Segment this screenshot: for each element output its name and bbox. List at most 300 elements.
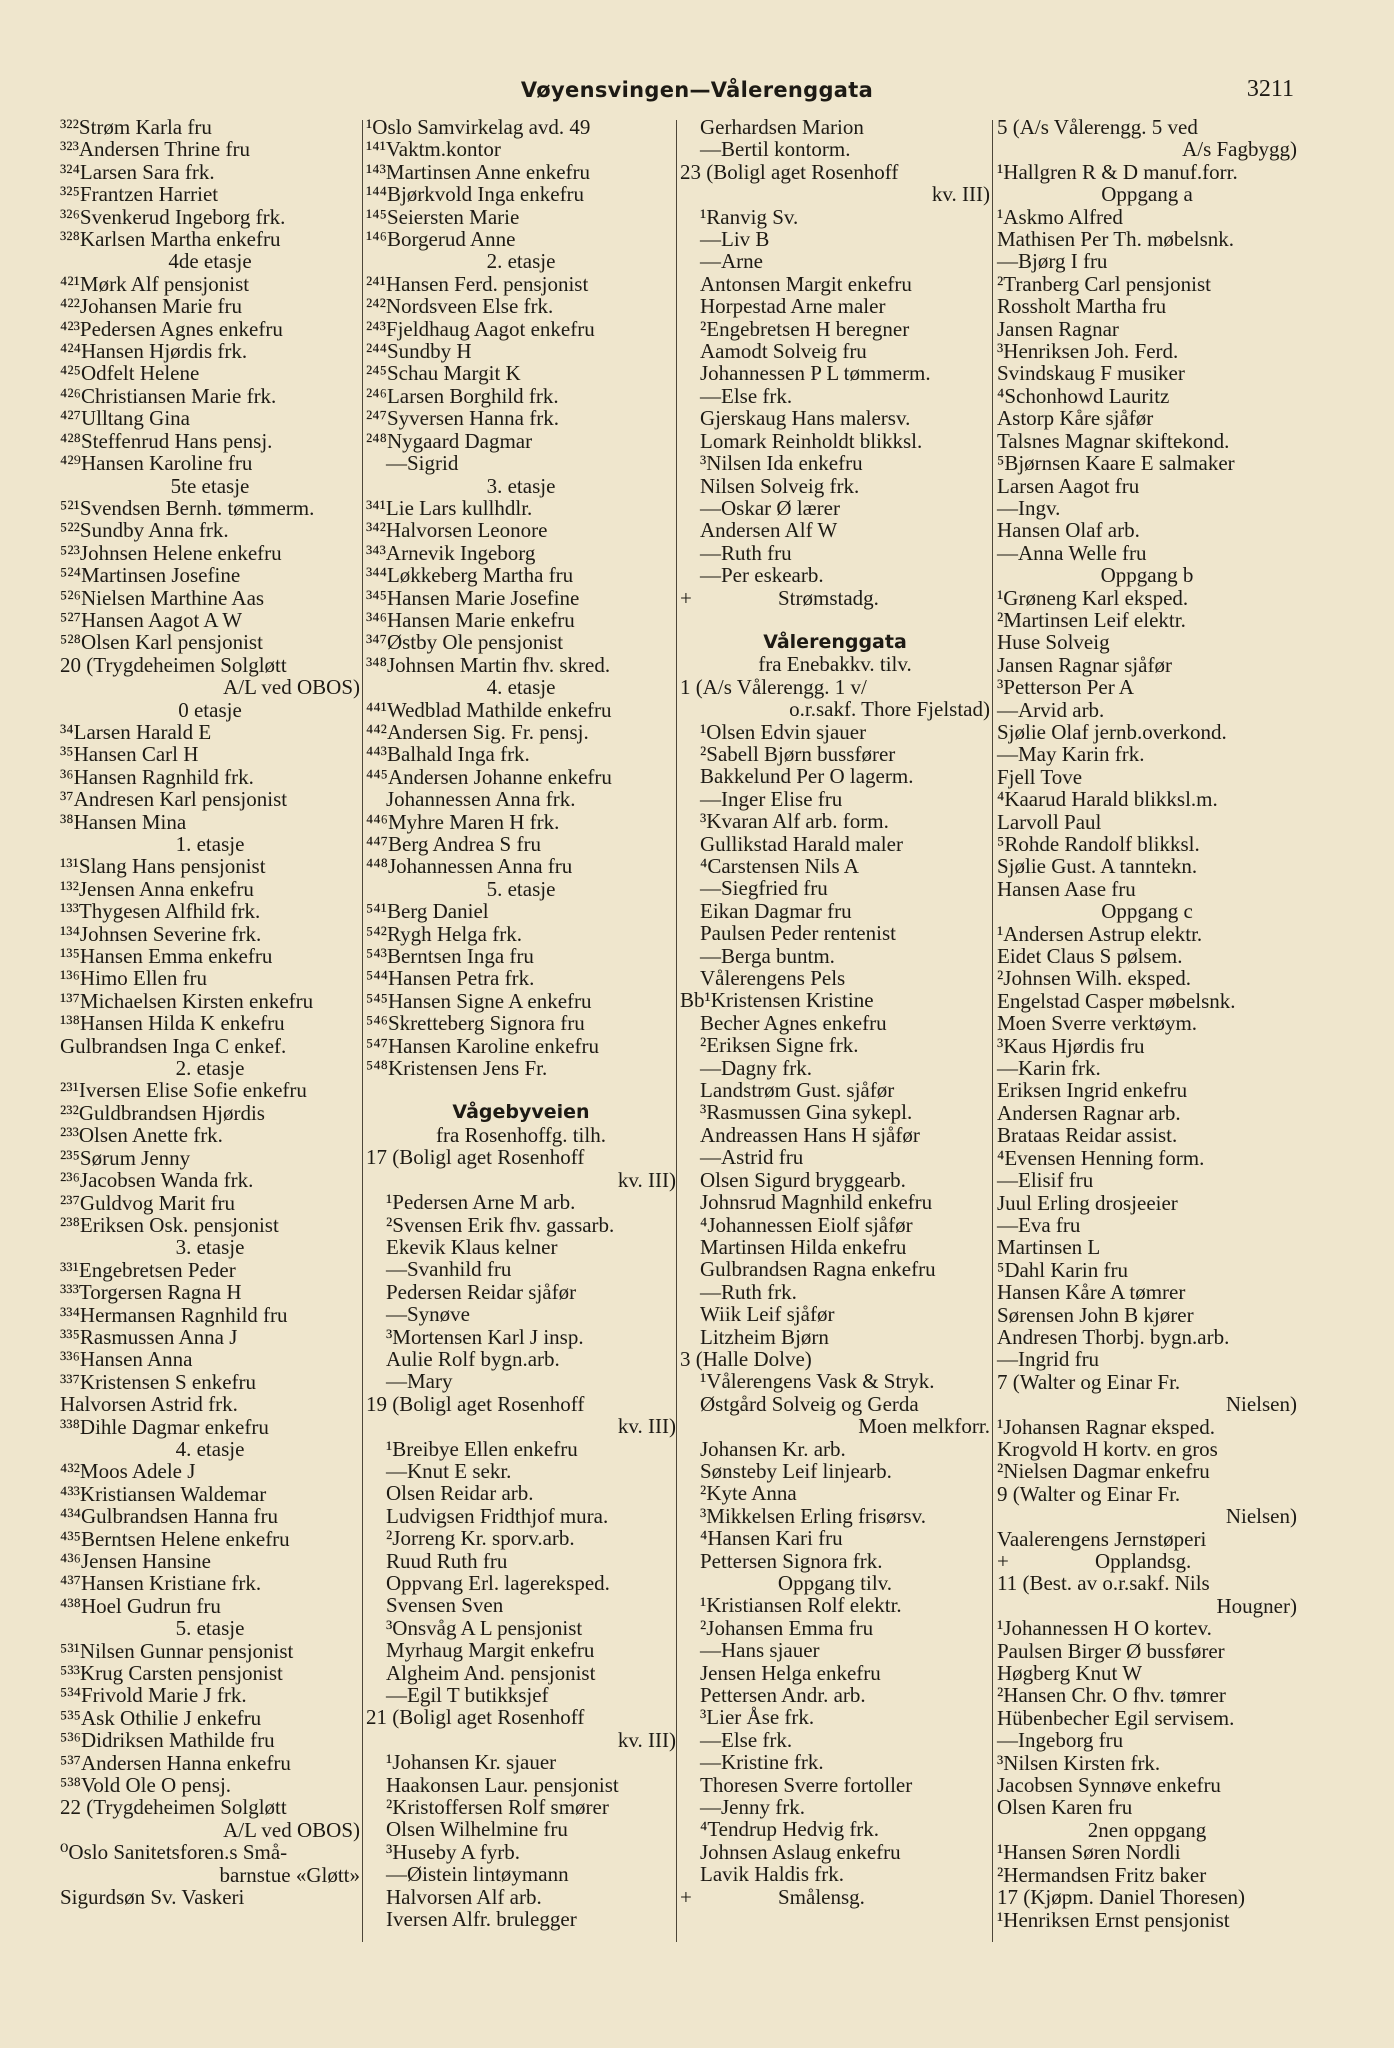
directory-entry: Johannessen P L tømmerm. <box>700 361 931 386</box>
directory-entry: ⁵⁴⁶Skretteberg Signora fru <box>366 1011 585 1036</box>
floor-heading: Oppgang c <box>1101 899 1193 924</box>
directory-entry: ²Hermandsen Fritz baker <box>997 1862 1207 1887</box>
cross-street-plus-icon: + <box>680 585 692 610</box>
spacer <box>680 609 990 631</box>
directory-entry: —Anna Welle fru <box>997 540 1147 565</box>
directory-entry: ³⁴¹Lie Lars kullhdlr. <box>366 495 533 520</box>
address-heading: 9 (Walter og Einar Fr. <box>997 1481 1181 1506</box>
directory-entry: ⁵²³Johnsen Helene enkefru <box>60 540 282 565</box>
directory-entry: ⁵Bjørnsen Kaare E salmaker <box>997 451 1235 476</box>
directory-entry: ²⁴⁷Syversen Hanna frk. <box>366 406 559 431</box>
directory-entry: ⁴²⁹Hansen Karoline fru <box>60 451 253 476</box>
directory-entry: —Karin frk. <box>997 1056 1101 1081</box>
directory-entry: ³⁵Hansen Carl H <box>60 742 199 767</box>
directory-column-2 <box>366 116 676 1931</box>
directory-entry: ²⁴⁴Sundby H <box>366 339 472 364</box>
directory-entry: Aamodt Solveig fru <box>700 339 867 364</box>
directory-entry: —Mary <box>386 1369 453 1394</box>
directory-entry: Horpestad Arne maler <box>700 294 886 319</box>
directory-entry: ³⁴⁸Johnsen Martin fhv. skred. <box>366 652 611 677</box>
directory-entry: ⁴²⁸Steffenrud Hans pensj. <box>60 428 273 453</box>
directory-entry: ³Huseby A fyrb. <box>386 1839 521 1864</box>
directory-entry: ¹⁴¹Vaktm.kontor <box>366 137 501 162</box>
directory-entry: Pettersen Signora frk. <box>700 1548 883 1573</box>
directory-entry: ³⁷Andresen Karl pensjonist <box>60 787 288 812</box>
floor-heading: 5. etasje <box>486 876 556 901</box>
directory-entry: ⁴⁴³Balhald Inga frk. <box>366 742 530 767</box>
directory-entry: Algheim And. pensjonist <box>386 1660 596 1685</box>
directory-entry: —Dagny frk. <box>700 1055 812 1080</box>
directory-entry: Jansen Ragnar sjåfør <box>997 652 1172 677</box>
floor-heading: 3. etasje <box>175 1235 245 1260</box>
directory-entry: —Eva fru <box>997 1212 1081 1237</box>
directory-entry: ³Nilsen Ida enkefru <box>700 451 863 476</box>
directory-entry: Lomark Reinholdt blikksl. <box>700 428 923 453</box>
directory-entry: ⁵³⁵Ask Othilie J enkefru <box>60 1705 262 1730</box>
directory-entry: ⁵⁴³Berntsen Inga fru <box>366 944 534 969</box>
directory-entry: Becher Agnes enkefru <box>700 1010 887 1035</box>
directory-entry: ¹Johansen Kr. sjauer <box>386 1750 557 1775</box>
address-heading: 5 (A/s Vålerengg. 5 ved <box>997 115 1198 139</box>
directory-entry: —Liv B <box>700 227 770 252</box>
directory-entry: Olsen Wilhelmine fru <box>386 1817 568 1842</box>
address-heading: 17 (Kjøpm. Daniel Thoresen) <box>997 1885 1246 1910</box>
directory-entry: Paulsen Peder rentenist <box>700 921 896 946</box>
directory-entry: Hansen Kåre A tømrer <box>997 1280 1186 1305</box>
directory-entry: Hübenbecher Egil servisem. <box>997 1705 1235 1730</box>
address-heading-continuation: kv. III) <box>617 1414 676 1439</box>
address-heading: 22 (Trygdeheimen Solgløtt <box>60 1795 287 1820</box>
address-heading-continuation: Hougner) <box>1216 1593 1297 1618</box>
directory-entry: ⁴³⁸Hoel Gudrun fru <box>60 1593 221 1618</box>
directory-entry: ⁴²⁴Hansen Hjørdis frk. <box>60 339 248 364</box>
address-heading: 11 (Best. av o.r.sakf. Nils <box>997 1571 1210 1596</box>
directory-entry: ³²²Strøm Karla fru <box>60 115 212 139</box>
directory-entry: —Svanhild fru <box>386 1257 512 1282</box>
street-heading: Vålerenggata <box>763 630 907 653</box>
directory-entry: ²Jorreng Kr. sporv.arb. <box>386 1526 575 1551</box>
directory-entry: ¹⁴⁴Bjørkvold Inga enkefru <box>366 182 585 207</box>
directory-entry: Aulie Rolf bygn.arb. <box>386 1346 560 1371</box>
floor-heading: 4. etasje <box>175 1436 245 1461</box>
directory-entry: Huse Solveig <box>997 630 1110 655</box>
directory-entry: Andresen Thorbj. bygn.arb. <box>997 1324 1230 1349</box>
directory-entry: Antonsen Margit enkefru <box>700 271 912 296</box>
directory-entry: ¹Hallgren R & D manuf.forr. <box>997 159 1238 184</box>
directory-entry: ²³⁶Jacobsen Wanda frk. <box>60 1168 254 1193</box>
directory-entry: —Ingv. <box>997 495 1061 520</box>
directory-entry: ²³³Olsen Anette frk. <box>60 1123 223 1148</box>
directory-entry: ⁴Evensen Henning form. <box>997 1145 1205 1170</box>
directory-entry: Mathisen Per Th. møbelsnk. <box>997 227 1235 252</box>
directory-entry: ³Kaus Hjørdis fru <box>997 1033 1145 1058</box>
directory-entry: ⁵Rohde Randolf blikksl. <box>997 832 1200 856</box>
directory-entry: ¹⁴³Martinsen Anne enkefru <box>366 159 591 184</box>
cross-street-name: Opplandsg. <box>1095 1549 1192 1573</box>
street-heading: Vågebyveien <box>452 1101 590 1124</box>
directory-entry: ²⁴⁸Nygaard Dagmar <box>366 428 533 453</box>
directory-entry: ⁵⁴⁸Kristensen Jens Fr. <box>366 1056 548 1081</box>
directory-entry: Paulsen Birger Ø bussfører <box>997 1638 1225 1663</box>
directory-entry: ⁴³³Kristiansen Waldemar <box>60 1481 267 1506</box>
directory-entry: ¹Olsen Edvin sjauer <box>700 719 867 744</box>
directory-entry: ³Onsvåg A L pensjonist <box>386 1615 583 1640</box>
directory-entry: ³Rasmussen Gina sykepl. <box>700 1100 913 1125</box>
directory-entry: ¹³¹Slang Hans pensjonist <box>60 854 266 879</box>
directory-entry: Ruud Ruth fru <box>386 1548 508 1573</box>
directory-entry: ³³⁴Hermansen Ragnhild fru <box>60 1302 288 1327</box>
directory-entry: Gerhardsen Marion <box>700 115 864 139</box>
directory-entry: Andersen Alf W <box>700 518 838 543</box>
address-heading-continuation: Nielsen) <box>1225 1392 1297 1417</box>
cross-street-marker <box>680 1886 990 1908</box>
directory-entry: Astorp Kåre sjåfør <box>997 406 1154 431</box>
directory-entry: ⁴⁴⁷Berg Andrea S fru <box>366 832 541 856</box>
cross-street-marker <box>680 587 990 609</box>
directory-entry: ³⁴⁴Løkkeberg Martha fru <box>366 563 574 588</box>
directory-entry: —Sigrid <box>386 451 459 476</box>
directory-entry: Moen Sverre verktøym. <box>997 1011 1198 1036</box>
directory-entry: ⁴²⁵Odfelt Helene <box>60 361 200 386</box>
directory-entry: ³Petterson Per A <box>997 675 1134 700</box>
directory-entry: ³³⁷Kristensen S enkefru <box>60 1369 257 1394</box>
directory-entry: Jensen Helga enkefru <box>700 1660 881 1685</box>
address-heading-continuation: Nielsen) <box>1225 1504 1297 1529</box>
directory-entry: Krogvold H kortv. en gros <box>997 1436 1218 1461</box>
directory-entry: ⁴³⁶Jensen Hansine <box>60 1549 211 1573</box>
directory-entry: ²⁴¹Hansen Ferd. pensjonist <box>366 271 589 296</box>
floor-heading: Oppgang a <box>1101 182 1193 207</box>
column-divider <box>362 120 363 1942</box>
directory-entry: Sjølie Olaf jernb.overkond. <box>997 719 1227 744</box>
directory-entry: ⁵²⁸Olsen Karl pensjonist <box>60 630 263 655</box>
directory-entry: Østgård Solveig og Gerda <box>700 1391 919 1416</box>
directory-entry: Larvoll Paul <box>997 809 1102 834</box>
directory-entry: —Bjørg I fru <box>997 249 1108 274</box>
directory-entry: ²Engebretsen H beregner <box>700 316 910 341</box>
floor-heading: 0 etasje <box>178 697 242 722</box>
cross-street-plus-icon: + <box>997 1549 1009 1573</box>
directory-entry: ²³⁵Sørum Jenny <box>60 1145 191 1170</box>
directory-entry: ³²⁶Svenkerud Ingeborg frk. <box>60 204 286 229</box>
directory-entry: ¹³⁷Michaelsen Kirsten enkefru <box>60 988 314 1013</box>
address-heading-continuation: A/L ved OBOS) <box>223 1817 360 1842</box>
directory-entry: ⁵⁴⁵Hansen Signe A enkefru <box>366 988 592 1013</box>
directory-entry: ²Johansen Emma fru <box>700 1615 874 1640</box>
directory-entry: —Oskar Ø lærer <box>700 495 840 520</box>
floor-heading: 3. etasje <box>486 473 556 498</box>
directory-entry: ³⁶Hansen Ragnhild frk. <box>60 764 254 789</box>
directory-entry: ³²⁸Karlsen Martha enkefru <box>60 227 281 252</box>
directory-entry: Rossholt Martha fru <box>997 294 1167 319</box>
directory-entry: ⁵³⁴Frivold Marie J frk. <box>60 1683 247 1708</box>
address-heading: 20 (Trygdeheimen Solgløtt <box>60 652 287 677</box>
directory-entry: ²Eriksen Signe frk. <box>700 1033 859 1058</box>
directory-entry: ³Mortensen Karl J insp. <box>386 1324 584 1349</box>
directory-entry: ³²³Andersen Thrine fru <box>60 137 250 162</box>
directory-column-4 <box>997 116 1297 1931</box>
directory-entry: ³⁸Hansen Mina <box>60 809 187 834</box>
directory-entry: ⁴³²Moos Adele J <box>60 1459 196 1484</box>
directory-entry: ⁵⁴⁴Hansen Petra frk. <box>366 966 535 991</box>
directory-entry: ⁴⁴⁶Myhre Maren H frk. <box>366 809 560 834</box>
directory-entry: Bakkelund Per O lagerm. <box>700 764 914 789</box>
directory-entry: ³⁴Larsen Harald E <box>60 719 212 744</box>
directory-entry: ⁴³⁴Gulbrandsen Hanna fru <box>60 1504 279 1529</box>
directory-entry: ⁴²⁷Ulltang Gina <box>60 406 190 431</box>
directory-entry: —Knut E sekr. <box>386 1458 512 1483</box>
floor-heading: 2nen oppgang <box>1087 1817 1207 1842</box>
column-divider <box>676 120 677 1942</box>
cross-street-name: Strømstadg. <box>778 585 879 610</box>
directory-entry: ²Svensen Erik fhv. gassarb. <box>386 1212 615 1237</box>
floor-heading: Oppgang b <box>1100 563 1194 588</box>
directory-entry: ⁵²⁷Hansen Aagot A W <box>60 607 243 632</box>
column-divider <box>992 120 993 1942</box>
directory-entry: ¹Kristiansen Rolf elektr. <box>700 1593 902 1618</box>
directory-entry: —Ingrid fru <box>997 1347 1100 1372</box>
directory-entry: —Arvid arb. <box>997 697 1105 722</box>
directory-entry: Myrhaug Margit enkefru <box>386 1638 595 1663</box>
directory-entry: Jacobsen Synnøve enkefru <box>997 1773 1221 1798</box>
directory-entry: ²Nielsen Dagmar enkefru <box>997 1459 1210 1484</box>
directory-entry: ⁵³⁷Andersen Hanna enkefru <box>60 1750 291 1775</box>
address-heading-continuation: barnstue «Gløtt» <box>219 1862 360 1887</box>
directory-entry: ²⁴⁶Larsen Borghild frk. <box>366 383 559 408</box>
directory-entry: Vålerengens Pels <box>700 966 846 991</box>
directory-entry: Oppvang Erl. lagereksped. <box>386 1571 610 1595</box>
directory-entry: ³³³Torgersen Ragna H <box>60 1280 242 1305</box>
directory-entry: —May Karin frk. <box>997 742 1145 767</box>
directory-entry: Johnsrud Magnhild enkefru <box>700 1190 933 1215</box>
directory-entry: Litzheim Bjørn <box>700 1324 829 1349</box>
address-heading-continuation: kv. III) <box>931 182 990 207</box>
directory-entry: —Ruth fru <box>700 540 792 565</box>
directory-entry: ²Sabell Bjørn bussfører <box>700 741 896 766</box>
directory-entry: —Else frk. <box>700 1727 793 1752</box>
directory-entry: ³Lier Åse frk. <box>700 1705 815 1730</box>
directory-entry: Landstrøm Gust. sjåfør <box>700 1078 895 1103</box>
address-heading-continuation: Moen melkforr. <box>858 1414 990 1439</box>
directory-entry: —Else frk. <box>700 383 793 408</box>
directory-entry: —Siegfried fru <box>700 876 828 901</box>
directory-entry: ⁴Hansen Kari fru <box>700 1526 843 1551</box>
directory-entry: ²³⁷Guldvog Marit fru <box>60 1190 236 1215</box>
floor-heading: 5te etasje <box>170 473 250 498</box>
address-heading-continuation: o.r.sakf. Thore Fjelstad) <box>789 697 990 722</box>
directory-entry: ¹³²Jensen Anna enkefru <box>60 876 254 901</box>
directory-entry: ⁴⁴²Andersen Sig. Fr. pensj. <box>366 719 589 744</box>
address-heading: 3 (Halle Dolve) <box>680 1346 812 1371</box>
address-heading: 17 (Boligl aget Rosenhoff <box>366 1145 585 1170</box>
directory-entry: Eriksen Ingrid enkefru <box>997 1078 1188 1103</box>
directory-entry: —Elisif fru <box>997 1168 1094 1193</box>
directory-entry: Thoresen Sverre fortoller <box>700 1772 913 1797</box>
directory-entry: Sjølie Gust. A tanntekn. <box>997 854 1198 879</box>
directory-entry: Haakonsen Laur. pensjonist <box>386 1772 619 1797</box>
directory-entry: ¹³⁵Hansen Emma enkefru <box>60 944 273 969</box>
directory-entry: —Kristine frk. <box>700 1750 824 1775</box>
directory-entry: Sigurdsøn Sv. Vaskeri <box>60 1885 245 1910</box>
directory-entry: ⁵²¹Svendsen Bernh. tømmerm. <box>60 495 315 520</box>
directory-entry: Talsnes Magnar skiftekond. <box>997 428 1230 453</box>
directory-entry: ²⁴²Nordsveen Else frk. <box>366 294 554 319</box>
directory-entry: ²³⁸Eriksen Osk. pensjonist <box>60 1212 279 1237</box>
directory-entry: Svensen Sven <box>386 1593 504 1618</box>
directory-entry: Jansen Ragnar <box>997 316 1119 341</box>
directory-entry: ²⁴³Fjeldhaug Aagot enkefru <box>366 316 595 341</box>
address-heading: 23 (Boligl aget Rosenhoff <box>680 159 899 184</box>
directory-entry: —Hans sjauer <box>700 1638 820 1663</box>
floor-heading: 2. etasje <box>175 1056 245 1081</box>
directory-column-3 <box>680 116 990 1908</box>
directory-entry: Svindskaug F musiker <box>997 361 1185 386</box>
directory-entry: ⁵²⁴Martinsen Josefine <box>60 563 241 588</box>
directory-entry: ⁴Kaarud Harald blikksl.m. <box>997 787 1218 812</box>
directory-entry: —Øistein lintøymann <box>386 1862 569 1887</box>
directory-entry: ⁵⁴²Rygh Helga frk. <box>366 921 522 946</box>
directory-entry: —Bertil kontorm. <box>700 137 851 162</box>
directory-entry: ²Martinsen Leif elektr. <box>997 607 1186 632</box>
directory-entry: ²⁴⁵Schau Margit K <box>366 361 521 386</box>
directory-entry: —Berga buntm. <box>700 943 835 968</box>
directory-entry: ²Kyte Anna <box>700 1481 797 1506</box>
directory-entry: ¹³⁴Johnsen Severine frk. <box>60 921 262 946</box>
directory-entry: Gulbrandsen Ragna enkefru <box>700 1257 936 1282</box>
directory-entry: Larsen Aagot fru <box>997 473 1140 498</box>
directory-entry: Sønsteby Leif linjearb. <box>700 1458 892 1483</box>
directory-entry: —Astrid fru <box>700 1145 804 1170</box>
directory-entry: Johansen Kr. arb. <box>700 1436 846 1461</box>
directory-entry: ⁴⁴¹Wedblad Mathilde enkefru <box>366 697 612 722</box>
directory-entry: ¹Ranvig Sv. <box>700 204 799 229</box>
directory-entry: Eikan Dagmar fru <box>700 898 852 923</box>
address-heading-continuation: kv. III) <box>617 1727 676 1752</box>
directory-entry: ²³¹Iversen Elise Sofie enkefru <box>60 1078 307 1103</box>
directory-column-1 <box>60 116 360 1909</box>
directory-entry: ³Henriksen Joh. Ferd. <box>997 339 1179 364</box>
directory-entry: ⁵³³Krug Carsten pensjonist <box>60 1661 283 1686</box>
directory-entry: ⁴²⁶Christiansen Marie frk. <box>60 383 277 408</box>
directory-entry: ⁴³⁷Hansen Kristiane frk. <box>60 1571 262 1596</box>
directory-entry: ²Johnsen Wilh. eksped. <box>997 966 1192 991</box>
directory-entry: ¹Askmo Alfred <box>997 204 1123 229</box>
directory-entry: ¹Vålerengens Vask & Stryk. <box>700 1369 935 1394</box>
directory-entry: Pettersen Andr. arb. <box>700 1683 866 1708</box>
directory-entry: ³⁴⁶Hansen Marie enkefru <box>366 607 575 632</box>
directory-entry: —Synøve <box>386 1302 470 1327</box>
directory-entry: ⁵²²Sundby Anna frk. <box>60 518 229 543</box>
directory-entry: ³³⁵Rasmussen Anna J <box>60 1324 238 1349</box>
address-heading-continuation: A/s Fagbygg) <box>1182 137 1297 162</box>
address-heading-continuation: kv. III) <box>617 1167 676 1192</box>
directory-entry: ⁵Dahl Karin fru <box>997 1257 1128 1282</box>
spacer <box>366 1079 676 1101</box>
floor-heading: fra Enebakkv. tilv. <box>758 652 912 677</box>
directory-entry: ¹⁴⁶Borgerud Anne <box>366 227 516 252</box>
directory-entry: ¹Grøneng Karl eksped. <box>997 585 1189 610</box>
cross-street-marker <box>997 1550 1297 1572</box>
directory-entry: ⁴²³Pedersen Agnes enkefru <box>60 316 283 341</box>
directory-entry: ¹Henriksen Ernst pensjonist <box>997 1907 1230 1932</box>
directory-entry: Halvorsen Astrid frk. <box>60 1392 238 1417</box>
directory-entry: Olsen Sigurd bryggearb. <box>700 1167 906 1192</box>
directory-entry: ⁵³¹Nilsen Gunnar pensjonist <box>60 1638 294 1663</box>
directory-entry: ³⁴⁵Hansen Marie Josefine <box>366 585 580 610</box>
directory-entry: ⁴²²Johansen Marie fru <box>60 294 243 319</box>
directory-entry: ⁴⁴⁸Johannessen Anna fru <box>366 854 573 879</box>
directory-entry: ³⁴³Arnevik Ingeborg <box>366 540 536 565</box>
page-title: Vøyensvingen—Vålerenggata <box>520 78 874 102</box>
directory-entry: ⁴⁴⁵Andersen Johanne enkefru <box>366 764 612 789</box>
directory-entry: Wiik Leif sjåfør <box>700 1302 835 1327</box>
directory-entry: Vaalerengens Jernstøperi <box>997 1526 1207 1551</box>
directory-entry: ⁴Tendrup Hedvig frk. <box>700 1817 880 1842</box>
directory-entry: ³³¹Engebretsen Peder <box>60 1257 236 1282</box>
directory-entry: —Jenny frk. <box>700 1795 805 1820</box>
directory-entry: ¹³⁶Himo Ellen fru <box>60 966 208 991</box>
directory-entry: ¹³³Thygesen Alfhild frk. <box>60 899 261 924</box>
directory-entry: Johannessen Anna frk. <box>386 787 576 812</box>
directory-entry: Andreassen Hans H sjåfør <box>700 1122 920 1147</box>
directory-entry: ¹Hansen Søren Nordli <box>997 1840 1181 1865</box>
directory-entry: Fjell Tove <box>997 764 1083 789</box>
directory-entry: Ludvigsen Fridthjof mura. <box>386 1503 609 1528</box>
directory-entry: Sørensen John B kjører <box>997 1302 1194 1327</box>
directory-entry: ⁵³⁶Didriksen Mathilde fru <box>60 1728 275 1753</box>
directory-entry: ²Tranberg Carl pensjonist <box>997 271 1211 296</box>
directory-entry: —Inger Elise fru <box>700 786 843 811</box>
directory-entry: ⁵³⁸Vold Ole O pensj. <box>60 1773 232 1798</box>
directory-entry: ¹Pedersen Arne M arb. <box>386 1190 576 1215</box>
page-number: 3211 <box>1246 76 1294 102</box>
cross-street-plus-icon: + <box>680 1884 692 1909</box>
directory-entry: ²Hansen Chr. O fhv. tømrer <box>997 1683 1226 1708</box>
directory-entry: ¹Andersen Astrup elektr. <box>997 921 1203 946</box>
directory-entry: ¹Johannessen H O kortev. <box>997 1616 1212 1641</box>
directory-entry: Hansen Aase fru <box>997 876 1136 901</box>
directory-entry: ³Kvaran Alf arb. form. <box>700 809 889 834</box>
address-heading: 19 (Boligl aget Rosenhoff <box>366 1391 585 1416</box>
directory-entry: Juul Erling drosjeeier <box>997 1190 1178 1215</box>
directory-entry: Gulbrandsen Inga C enkef. <box>60 1033 287 1058</box>
directory-entry: Høgberg Knut W <box>997 1661 1143 1686</box>
directory-entry: ³²⁴Larsen Sara frk. <box>60 159 215 184</box>
directory-entry: Ekevik Klaus kelner <box>386 1234 558 1259</box>
directory-entry: Gjerskaug Hans malersv. <box>700 406 911 431</box>
address-heading: 21 (Boligl aget Rosenhoff <box>366 1705 585 1730</box>
floor-heading: 4de etasje <box>168 249 252 274</box>
directory-entry: Martinsen L <box>997 1235 1101 1260</box>
directory-entry: Hansen Olaf arb. <box>997 518 1140 543</box>
directory-entry: Andersen Ragnar arb. <box>997 1100 1181 1125</box>
cross-street-name: Smålensg. <box>778 1884 865 1909</box>
floor-heading: Oppgang tilv. <box>777 1571 893 1595</box>
directory-entry: Gullikstad Harald maler <box>700 831 903 856</box>
directory-entry: Iversen Alfr. brulegger <box>386 1907 577 1932</box>
directory-entry: Eidet Claus S pølsem. <box>997 944 1183 969</box>
directory-entry: —Ruth frk. <box>700 1279 797 1304</box>
directory-entry: ³⁴⁷Østby Ole pensjonist <box>366 630 564 655</box>
directory-entry: ¹Oslo Samvirkelag avd. 49 <box>366 115 591 139</box>
address-heading: 7 (Walter og Einar Fr. <box>997 1369 1181 1394</box>
directory-entry: ⁴Johannessen Eiolf sjåfør <box>700 1212 913 1237</box>
floor-heading: 2. etasje <box>486 249 556 274</box>
directory-entry: ³²⁵Frantzen Harriet <box>60 182 219 207</box>
directory-entry: Johnsen Aslaug enkefru <box>700 1839 901 1864</box>
directory-entry: ⁴³⁵Berntsen Helene enkefru <box>60 1526 290 1551</box>
directory-entry: Pedersen Reidar sjåfør <box>386 1279 577 1304</box>
